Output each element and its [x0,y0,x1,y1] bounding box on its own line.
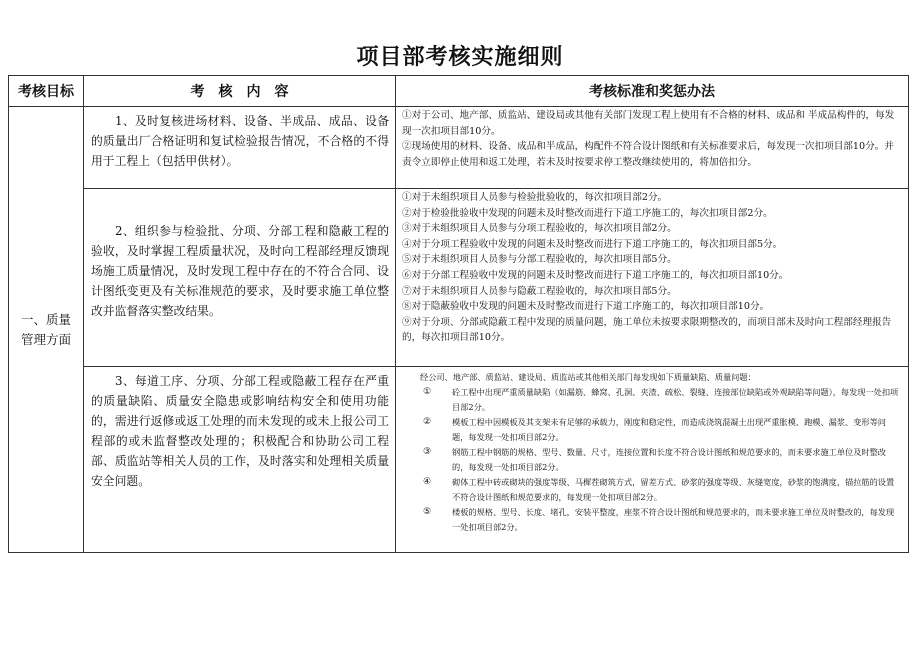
header-content: 考 核 内 容 [84,76,396,107]
content-cell [84,107,396,189]
standard-item: ⑧对于隐蔽验收中发现的问题未及时整改而进行下道工序施工的，每次扣项目部10分。 [402,301,770,313]
assessment-table [8,75,909,553]
item-text: 砼工程中出现严重质量缺陷（如漏筋、蜂窝、孔洞、夹渣、疏松、裂缝、连接部位缺陷或外观缺陷等问题），每发现一处扣项目部2分。 [452,387,899,412]
table-row [9,107,909,189]
item-text: 模板工程中因模板及其支架未有足够的承载力，刚度和稳定性，而造成浇筑混凝土出现严重胀模、跑模、漏浆、变形等问题，每发现一处扣项目部2分。 [452,417,886,442]
content-cell [84,189,396,367]
table-header-row [9,76,909,107]
standard-item: ①对于未组织项目人员参与检验批验收的，每次扣项目部2分。 [402,192,668,203]
item-number: ② [422,417,432,427]
item-number: ④ [422,477,432,487]
content-text: 2、组织参与检验批、分项、分部工程和隐蔽工程的验收，及时掌握工程质量状况，及时向工程部经理反馈现场施工质量情况，及时发现工程中存在的不符合合同、设计图纸变更及有关标准规范的要求，及时要求施工单位整改并监督落实整改结果。 [91,224,389,318]
goal-cell: 一、质量管理方面 [9,107,84,553]
standard-cell [396,189,909,367]
standard-item: ④对于分项工程验收中发现的问题未及时整改而进行下道工序施工的，每次扣项目部5分。 [402,238,783,250]
content-text: 1、及时复核进场材料、设备、半成品、成品、设备的质量出厂合格证明和复试检验报告情况，不合格的不得用于工程上（包括甲供材）。 [91,114,389,168]
content-text: 3、每道工序、分项、分部工程或隐蔽工程存在严重的质量缺陷、质量安全隐患或影响结构安全和使用功能的，需进行返修或返工处理的而未发现的或未上报公司工程部的或未监督整改处理的；积极配合和协助公司工程部、质监站等相关人员的工作，及时落实和处理相关质量安全问题。 [91,374,389,488]
standard-item [402,415,902,445]
standard-item: ⑦对于未组织项目人员参与隐蔽工程验收的，每次扣项目部5分。 [402,285,677,297]
header-goal: 考核目标 [9,76,84,107]
item-number: ③ [422,447,432,457]
item-number: ① [422,387,432,397]
standard-cell [396,107,909,189]
standard-item [402,505,902,535]
table-row [9,189,909,367]
item-text: 钢筋工程中钢筋的规格、型号、数量、尺寸，连接位置和长度不符合设计图纸和规范要求的，而未要求施工单位及时整改的，每发现一处扣项目部2分。 [452,447,886,472]
table-row [9,367,909,553]
page-title: 项目部考核实施细则 [356,45,564,70]
standard-item: ③对于未组织项目人员参与分项工程验收的，每次扣项目部2分。 [402,223,677,235]
item-text: 砌体工程中砖或砌块的强度等级、马樨茬砌筑方式，留差方式、砂浆的强度等级、灰缝宽度，砂浆的饱满度，锚拉筋的设置不符合设计图纸和规范要求的，每发现一处扣项目部2分。 [452,477,895,502]
item-number: ⑤ [422,507,432,517]
header-standard: 考核标准和奖惩办法 [396,76,909,107]
standard-item [402,385,902,415]
standard-item [402,445,902,475]
standard-cell [396,367,909,553]
standard-item [402,475,902,505]
content-cell [84,367,396,553]
standard-item: ⑨对于分项、分部或隐蔽工程中发现的质量问题，施工单位未按要求限期整改的，而项目部未及时向工程部经理报告的，每次扣项目部10分。 [402,316,892,344]
standard-item: ②对于检验批验收中发现的问题未及时整改而进行下道工序施工的，每次扣项目部2分。 [402,207,773,219]
item-text: 楼板的规格、型号、长度、堵孔，安装平整度，座浆不符合设计图纸和规范要求的，而未要求施工单位及时整改的，每发现一处扣项目部2分。 [452,507,895,532]
standard-item: ①对于公司、地产部、质监站、建设局或其他有关部门发现工程上使用有不合格的材料、成品和 半成品构件的，每发现一次扣项目部10分。 [402,110,895,137]
standard-item: ⑤对于未组织项目人员参与分部工程验收的，每次扣项目部5分。 [402,254,677,266]
standard-item: ②现场使用的材料、设备、成品和半成品，构配件不符合设计图纸和有关标准要求后，每发现一次扣项目部10分。并责令立即停止使用和返工处理，若未及时按要求停工整改继续使用的，将加倍扣分。 [402,141,894,168]
standard-intro: 经公司、地产部、质监站、建设局、质监站或其他相关部门每发现如下质量缺陷、质量问题： [420,372,756,382]
standard-item: ⑥对于分部工程验收中发现的问题未及时整改而进行下道工序施工的，每次扣项目部10分。 [402,269,789,281]
